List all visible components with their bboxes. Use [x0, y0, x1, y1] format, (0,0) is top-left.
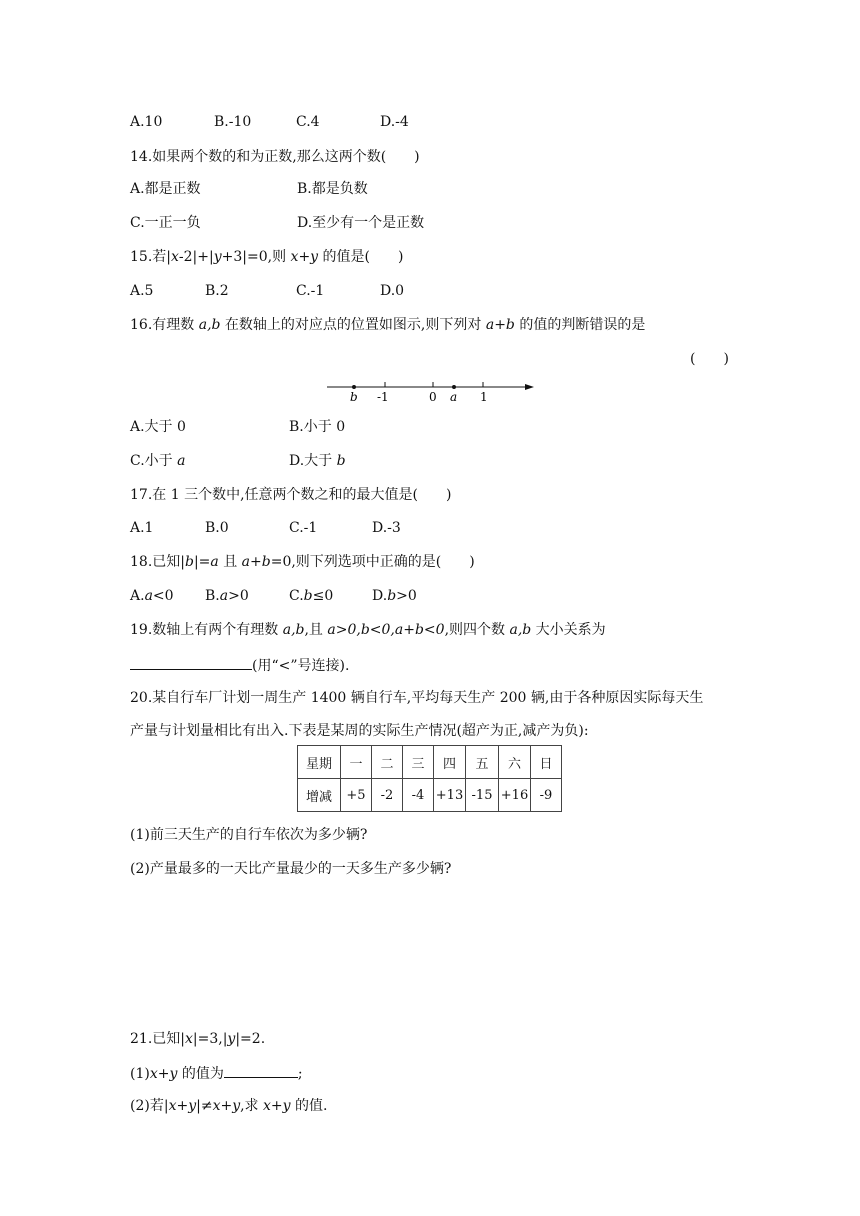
q18-option-c: C.b≤0 [289, 588, 334, 604]
table-header-cell: 二 [372, 746, 403, 779]
q19-answer-line: (用“<”号连接). [130, 655, 349, 675]
number-line-figure [325, 378, 540, 404]
q17-option-a: A.1 [130, 520, 154, 536]
q19-answer-blank[interactable] [130, 655, 252, 670]
q14-option-c: C.一正一负 [130, 215, 201, 231]
table-cell: -15 [466, 779, 499, 812]
q20-stem-line2: 产量与计划量相比有出入.下表是某周的实际生产情况(超产为正,减产为负): [130, 723, 589, 739]
q14-option-d: D.至少有一个是正数 [297, 215, 425, 231]
table-header-cell: 四 [434, 746, 466, 779]
q13-option-a: A.10 [130, 114, 163, 130]
q16-option-c: C.小于 a [130, 453, 186, 469]
q17-option-b: B.0 [205, 520, 229, 536]
q20-sub1: (1)前三天生产的自行车依次为多少辆? [130, 827, 368, 843]
q17-option-d: D.-3 [372, 520, 401, 536]
table-cell: -2 [372, 779, 403, 812]
q13-option-b: B.-10 [214, 114, 252, 130]
q15-stem: 15.若|x-2|+|y+3|=0,则 x+y 的值是( ) [130, 249, 404, 265]
label-one: 1 [480, 390, 488, 404]
q21-stem: 21.已知|x|=3,|y|=2. [130, 1031, 266, 1047]
q13-option-c: C.4 [296, 114, 320, 130]
point-b [352, 385, 356, 389]
q18-option-a: A.a<0 [130, 588, 174, 604]
number-line-arrow [525, 384, 534, 390]
q16-option-d: D.大于 b [289, 453, 346, 469]
table-header-cell: 六 [499, 746, 531, 779]
table-header-cell: 五 [466, 746, 499, 779]
q16-stem: 16.有理数 a,b 在数轴上的对应点的位置如图示,则下列对 a+b 的值的判断错误的是 [130, 317, 646, 333]
q21-sub2: (2)若|x+y|≠x+y,求 x+y 的值. [130, 1098, 328, 1114]
q16-option-a: A.大于 0 [130, 419, 186, 435]
q20-stem-line1: 20.某自行车厂计划一周生产 1400 辆自行车,平均每天生产 200 辆,由于各种原因实际每天生 [130, 690, 704, 706]
label-b: b [350, 390, 358, 404]
q20-sub2: (2)产量最多的一天比产量最少的一天多生产多少辆? [130, 861, 452, 877]
table-cell: -9 [531, 779, 562, 812]
q14-stem: 14.如果两个数的和为正数,那么这两个数( ) [130, 149, 420, 165]
table-header-cell: 三 [403, 746, 434, 779]
production-table [297, 745, 562, 812]
table-header-cell: 一 [341, 746, 372, 779]
table-row [298, 779, 562, 812]
table-header-cell: 星期 [298, 746, 341, 779]
q21-sub1: (1)x+y 的值为 ; [130, 1063, 303, 1083]
q17-option-c: C.-1 [289, 520, 318, 536]
q15-option-b: B.2 [205, 283, 229, 299]
table-cell: +16 [499, 779, 531, 812]
label-zero: 0 [429, 390, 437, 404]
table-row [298, 746, 562, 779]
table-cell: +5 [341, 779, 372, 812]
q16-option-b: B.小于 0 [289, 419, 346, 435]
table-cell: -4 [403, 779, 434, 812]
q18-option-b: B.a>0 [205, 588, 249, 604]
table-cell: 增减 [298, 779, 341, 812]
q15-option-d: D.0 [380, 283, 405, 299]
label-minus-one: -1 [377, 390, 389, 404]
q18-option-d: D.b>0 [372, 588, 417, 604]
q19-stem: 19.数轴上有两个有理数 a,b,且 a>0,b<0,a+b<0,则四个数 a,b 大小关系为 [130, 622, 606, 638]
table-header-cell: 日 [531, 746, 562, 779]
q14-option-b: B.都是负数 [297, 181, 368, 197]
q13-option-d: D.-4 [380, 114, 409, 130]
q18-stem: 18.已知|b|=a 且 a+b=0,则下列选项中正确的是( ) [130, 554, 475, 570]
point-a [452, 385, 456, 389]
q14-option-a: A.都是正数 [130, 181, 201, 197]
label-a: a [450, 390, 458, 404]
q17-stem: 17.在 1 三个数中,任意两个数之和的最大值是( ) [130, 487, 452, 503]
q16-answer-paren: ( ) [690, 351, 729, 367]
q21-answer-blank[interactable] [224, 1063, 298, 1078]
q15-option-c: C.-1 [296, 283, 325, 299]
q15-option-a: A.5 [130, 283, 154, 299]
table-cell: +13 [434, 779, 466, 812]
